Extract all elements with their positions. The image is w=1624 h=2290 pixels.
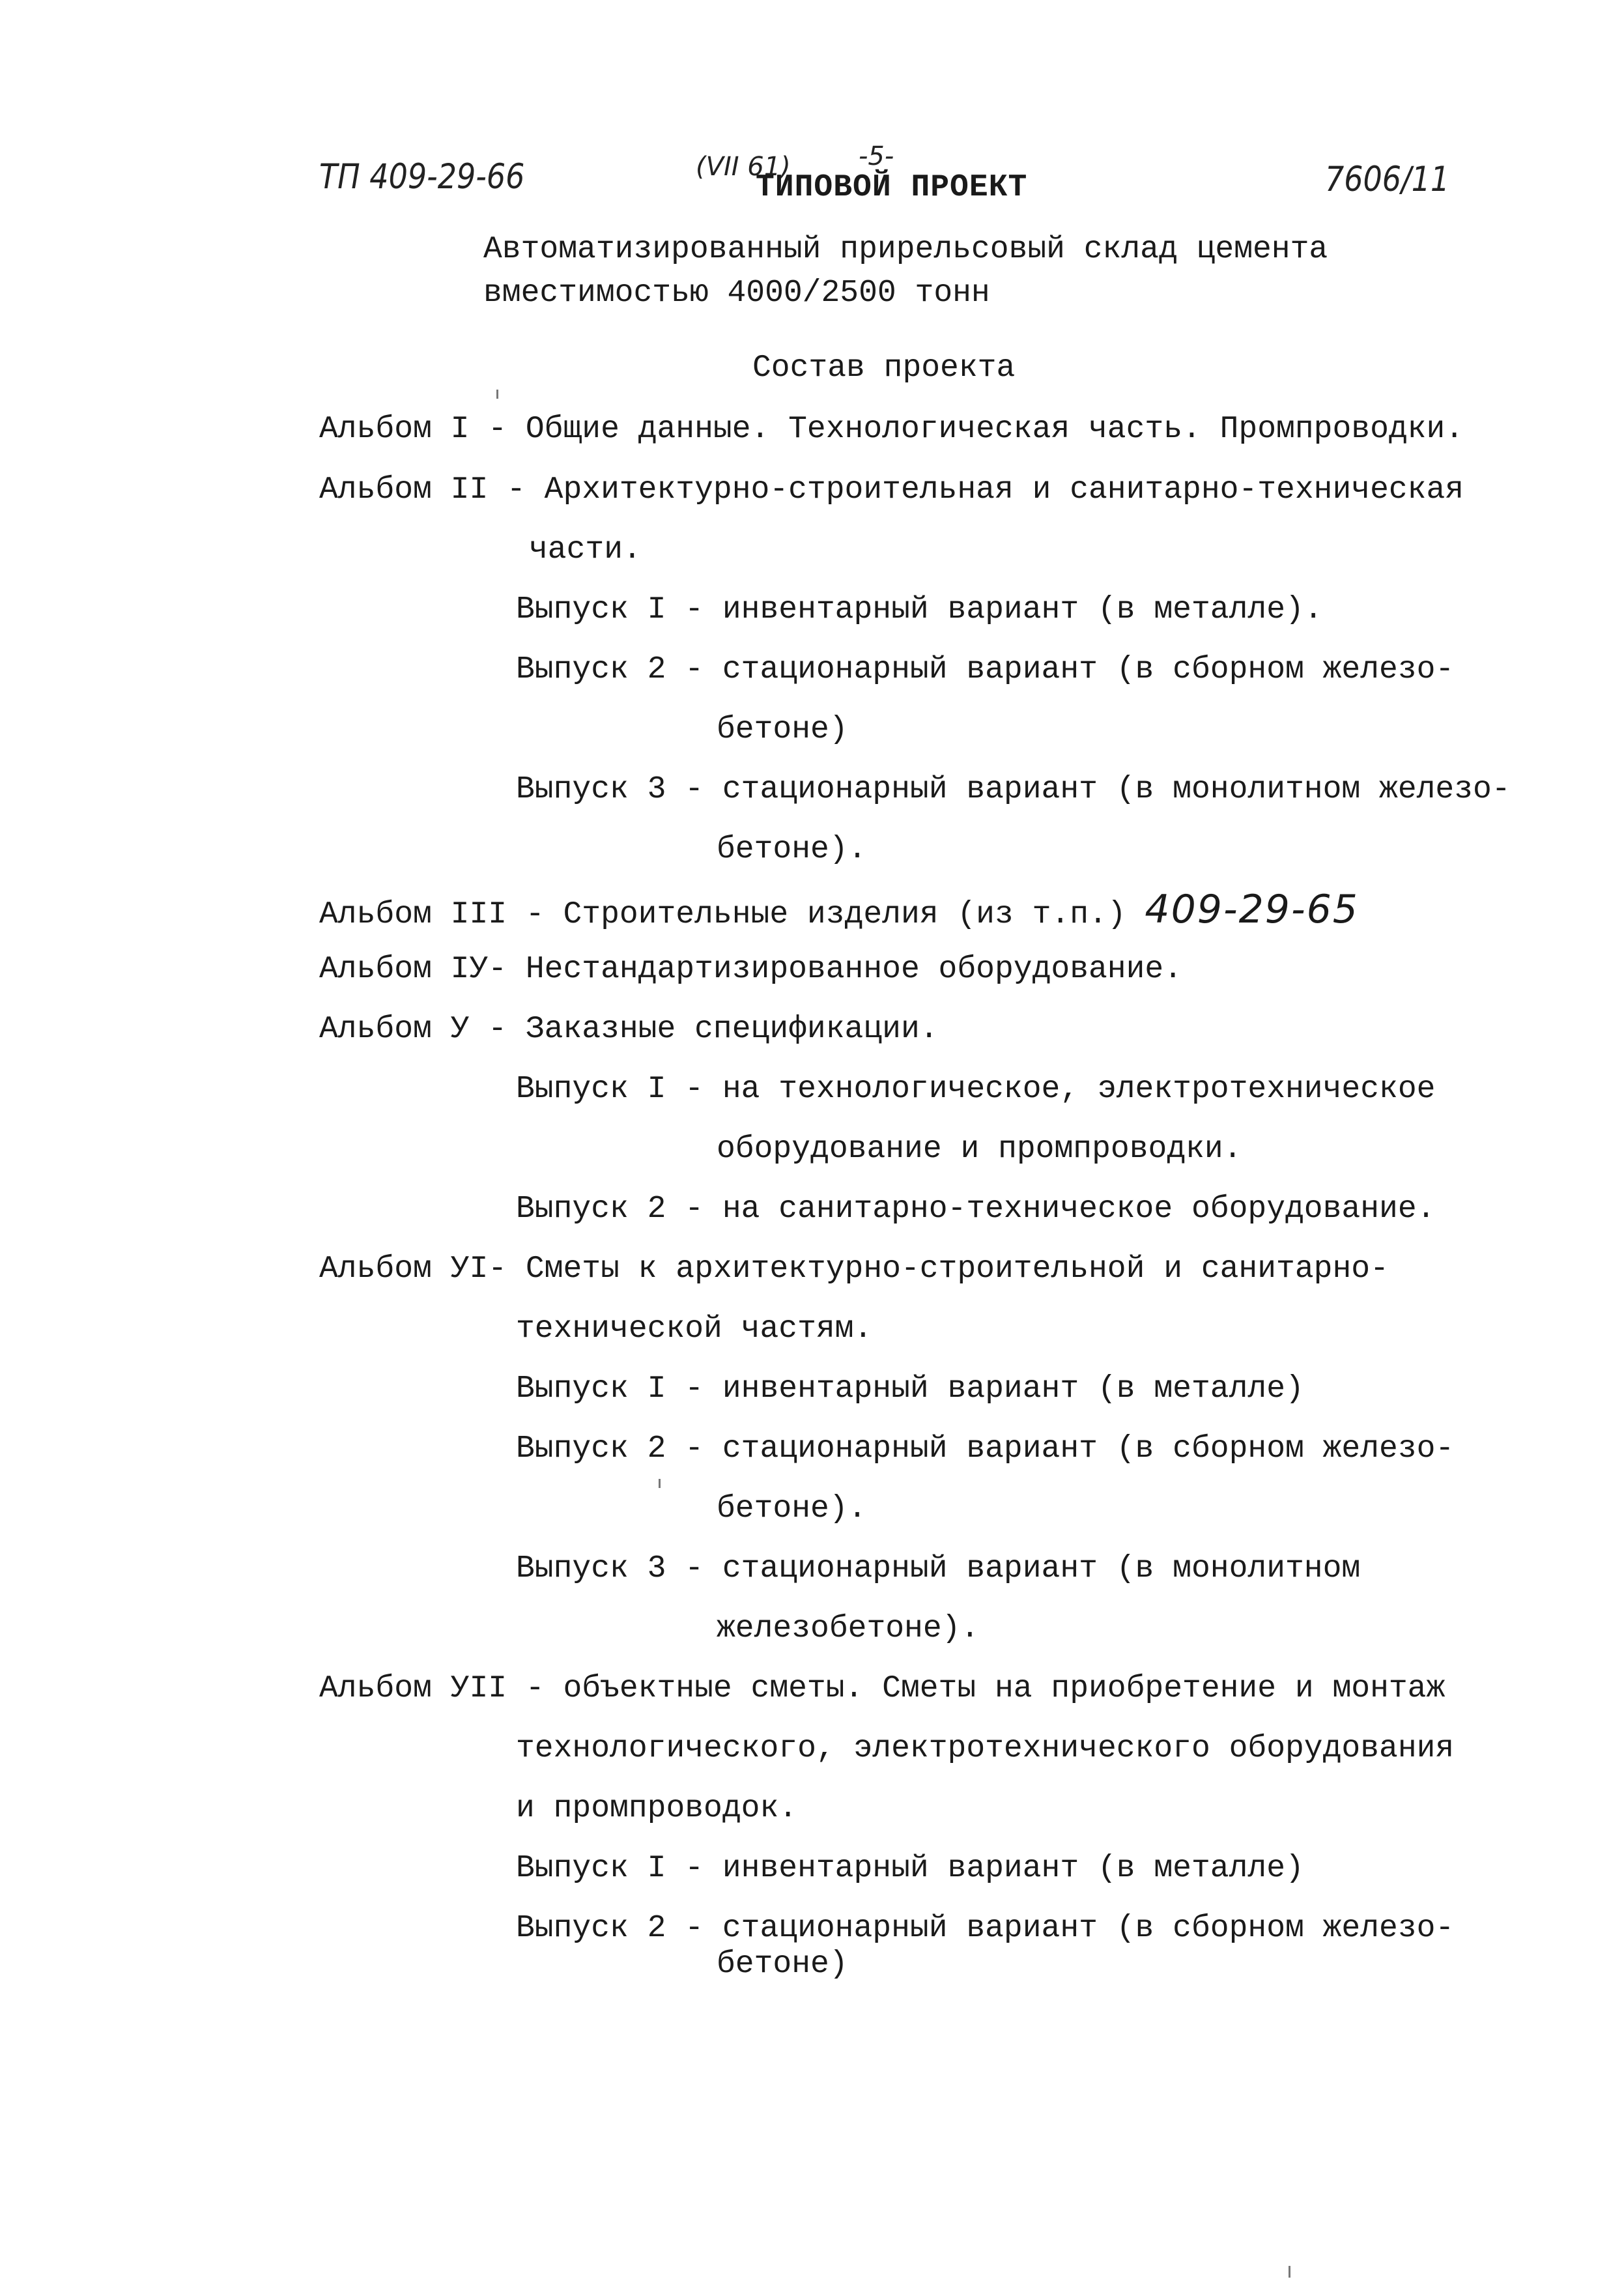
handwritten-note: (VII 61)	[696, 152, 791, 182]
subtitle-line-1: Автоматизированный прирельсовый склад цемента	[483, 232, 1328, 267]
left-cipher-code: ТП 409-29-66	[319, 156, 525, 197]
album-7-issue-2-line-1: Выпуск 2 - стационарный вариант (в сборном железо-	[516, 1911, 1455, 1946]
album-2-issue-2-line-1: Выпуск 2 - стационарный вариант (в сборном железо-	[516, 652, 1455, 687]
album-6-line-2: технической частям.	[516, 1311, 873, 1347]
album-3	[319, 887, 1359, 934]
album-3-handwritten-number: 409-29-65	[1145, 887, 1359, 932]
scan-speck	[1289, 2266, 1290, 2278]
album-6-issue-1: Выпуск I - инвентарный вариант (в металле)	[516, 1371, 1304, 1407]
album-2-line-1: Альбом II - Архитектурно-строительная и санитарно-техническая	[319, 472, 1464, 508]
album-7-line-1: Альбом УII - объектные сметы. Сметы на приобретение и монтаж	[319, 1671, 1446, 1706]
document-title: ТИПОВОЙ ПРОЕКТ	[756, 170, 1028, 205]
page-number-marker: -5-	[859, 141, 894, 171]
album-5-issue-1-line-2: оборудование и промпроводки.	[717, 1132, 1242, 1167]
album-6-issue-3-line-1: Выпуск 3 - стационарный вариант (в монолитном	[516, 1551, 1361, 1586]
section-title: Состав проекта	[752, 351, 1016, 386]
album-6-issue-2-line-2: бетоне).	[717, 1491, 867, 1526]
scan-speck	[496, 390, 498, 399]
album-7-line-2: технологического, электротехнического оборудования	[516, 1731, 1455, 1766]
album-2-issue-2-line-2: бетоне)	[717, 712, 848, 747]
album-2-issue-1: Выпуск I - инвентарный вариант (в металле).	[516, 592, 1323, 627]
album-2-issue-3-line-2: бетоне).	[717, 832, 867, 867]
album-1: Альбом I - Общие данные. Технологическая часть. Промпроводки.	[319, 412, 1464, 447]
album-5: Альбом У - Заказные спецификации.	[319, 1012, 939, 1047]
album-2-issue-3-line-1: Выпуск 3 - стационарный вариант (в монолитном железо-	[516, 772, 1511, 807]
album-5-issue-2: Выпуск 2 - на санитарно-техническое оборудование.	[516, 1192, 1436, 1227]
album-6-issue-3-line-2: железобетоне).	[717, 1611, 980, 1646]
album-6-line-1: Альбом УI- Сметы к архитектурно-строительной и санитарно-	[319, 1252, 1389, 1287]
right-cipher-code: 7606/11	[1325, 158, 1450, 199]
album-6-issue-2-line-1: Выпуск 2 - стационарный вариант (в сборном железо-	[516, 1431, 1455, 1467]
album-2-line-2: части.	[529, 532, 642, 567]
scan-speck	[659, 1479, 661, 1488]
album-7-issue-1: Выпуск I - инвентарный вариант (в металле)	[516, 1851, 1304, 1886]
album-4: Альбом IУ- Нестандартизированное оборудование.	[319, 952, 1183, 987]
album-5-issue-1-line-1: Выпуск I - на технологическое, электротехническое	[516, 1072, 1436, 1107]
subtitle-line-2: вместимостью 4000/2500 тонн	[483, 276, 990, 311]
album-7-line-3: и промпроводок.	[516, 1791, 798, 1826]
album-3-text: Альбом III - Строительные изделия (из т.п.)	[319, 897, 1126, 932]
album-7-issue-2-line-2: бетоне)	[717, 1947, 848, 1982]
